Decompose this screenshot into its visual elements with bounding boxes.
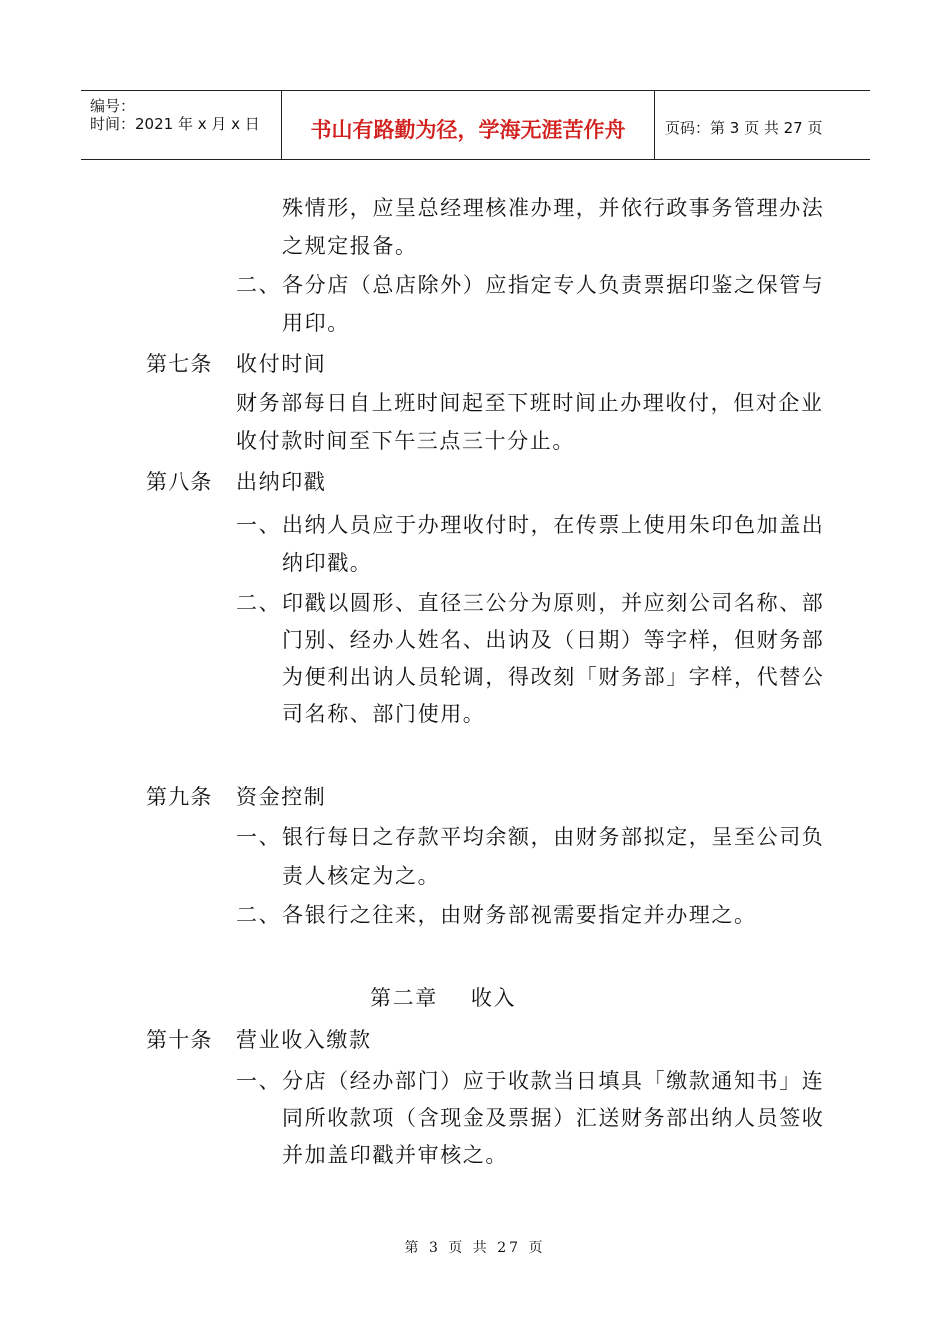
header-left-cell	[81, 91, 282, 159]
list-marker: 二、	[236, 273, 282, 297]
article-title: 资金控制	[236, 785, 327, 809]
article-label: 第九条	[146, 785, 213, 809]
text-line: 各银行之往来，由财务部视需要指定并办理之。	[282, 903, 757, 927]
article-label: 第八条	[146, 470, 213, 494]
document-date-label: 时间：2021 年 x 月 x 日	[90, 115, 260, 133]
article-title: 营业收入缴款	[236, 1028, 372, 1052]
text-line: 殊情形，应呈总经理核准办理，并依行政事务管理办法	[282, 196, 825, 220]
list-marker: 一、	[236, 513, 282, 537]
header-right-cell	[655, 91, 870, 159]
text-line: 并加盖印戳并审核之。	[282, 1143, 508, 1167]
text-line: 收付款时间至下午三点三十分止。	[236, 429, 575, 453]
header-page-info: 页码：第 3 页 共 27 页	[665, 119, 823, 137]
text-line: 责人核定为之。	[282, 864, 441, 888]
text-line: 财务部每日自上班时间起至下班时间止办理收付，但对企业	[236, 391, 824, 415]
header-motto: 书山有路勤为径，学海无涯苦作舟	[310, 118, 626, 142]
page-header	[81, 90, 870, 160]
text-line: 纳印戳。	[282, 551, 373, 575]
document-code-label: 编号：	[90, 97, 136, 115]
text-line: 为便利出讷人员轮调，得改刻「财务部」字样，代替公	[282, 665, 825, 689]
article-label: 第十条	[146, 1028, 213, 1052]
list-marker: 一、	[236, 825, 282, 849]
article-label: 第七条	[146, 352, 213, 376]
article-title: 收付时间	[236, 352, 327, 376]
list-marker: 二、	[236, 591, 282, 615]
article-title: 出纳印戳	[236, 470, 327, 494]
page-footer: 第 3 页 共 27 页	[404, 1240, 546, 1256]
text-line: 各分店（总店除外）应指定专人负责票据印鉴之保管与	[282, 273, 825, 297]
text-line: 出纳人员应于办理收付时，在传票上使用朱印色加盖出	[282, 513, 825, 537]
text-line: 门别、经办人姓名、出讷及（日期）等字样，但财务部	[282, 628, 825, 652]
chapter-heading: 第二章 收入	[370, 986, 517, 1010]
list-marker: 一、	[236, 1069, 282, 1093]
text-line: 同所收款项（含现金及票据）汇送财务部出纳人员签收	[282, 1106, 825, 1130]
text-line: 分店（经办部门）应于收款当日填具「缴款通知书」连	[282, 1069, 825, 1093]
text-line: 银行每日之存款平均余额，由财务部拟定，呈至公司负	[282, 825, 825, 849]
text-line: 印戳以圆形、直径三公分为原则，并应刻公司名称、部	[282, 591, 825, 615]
text-line: 之规定报备。	[282, 234, 418, 258]
text-line: 用印。	[282, 311, 350, 335]
text-line: 司名称、部门使用。	[282, 702, 486, 726]
header-middle-cell	[282, 91, 655, 159]
list-marker: 二、	[236, 903, 282, 927]
